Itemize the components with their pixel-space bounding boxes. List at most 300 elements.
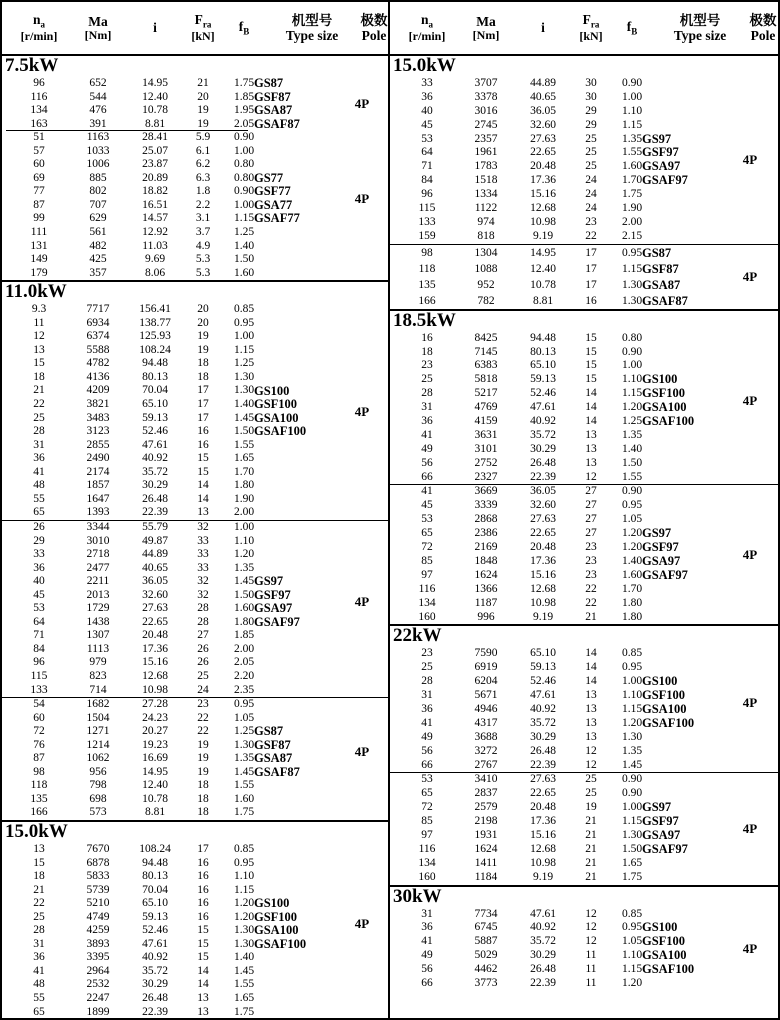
table-row [2, 698, 388, 712]
cell-i: 65.10 [142, 897, 168, 910]
cell-fra: 22 [585, 582, 597, 595]
cell-fra: 21 [585, 870, 597, 883]
cell-fra: 32 [197, 520, 209, 533]
na-symbol: n [420, 12, 429, 28]
cell-i: 9.19 [532, 870, 554, 883]
cell-fra: 30 [585, 77, 597, 89]
cell-fb: 1.60 [233, 266, 255, 279]
cell-fra: 19 [585, 801, 597, 814]
cell-fb: 1.10 [233, 534, 255, 547]
type-size-label: GSA100 [642, 948, 687, 963]
table-row [2, 118, 388, 132]
cell-fra: 12 [585, 758, 597, 771]
cell-fb: 1.20 [621, 401, 643, 414]
cell-na: 84 [421, 174, 433, 187]
cell-fra: 15 [585, 373, 597, 386]
cell-i: 12.40 [530, 262, 556, 275]
cell-fra: 5.3 [195, 266, 211, 279]
table-row [390, 569, 778, 583]
cell-fb: 1.30 [621, 294, 643, 307]
cell-fb: 1.15 [621, 262, 643, 275]
power-section [390, 885, 778, 991]
cell-fra: 32 [197, 588, 209, 601]
cell-fb: 2.20 [233, 669, 255, 682]
cell-fra: 24 [585, 202, 597, 215]
cell-fra: 17 [197, 398, 209, 411]
col-header-pole [360, 13, 388, 43]
cell-na: 65 [421, 787, 433, 800]
cell-na: 22 [33, 897, 45, 910]
cell-na: 115 [418, 202, 436, 215]
table-row [2, 992, 388, 1006]
cell-fra: 16 [197, 438, 209, 451]
cell-fb: 0.95 [233, 316, 255, 329]
fra-symbol: F [194, 12, 203, 28]
cell-i: 19.23 [142, 738, 168, 751]
cell-i: 15.16 [142, 656, 168, 669]
cell-fb: 2.35 [233, 683, 255, 696]
cell-fb: 1.65 [233, 992, 255, 1004]
cell-ma: 1366 [474, 582, 498, 595]
table-column-left [2, 2, 390, 1018]
cell-ma: 4259 [86, 924, 110, 937]
cell-fra: 4.9 [195, 239, 211, 252]
table-row [390, 829, 778, 843]
cell-i: 22.65 [530, 787, 556, 800]
cell-i: 27.63 [530, 513, 556, 526]
cell-na: 40 [421, 104, 433, 117]
table-row [390, 261, 778, 277]
cell-ma: 4136 [86, 370, 110, 383]
cell-fra: 5.9 [195, 131, 211, 144]
cell-ma: 1214 [86, 738, 110, 751]
cell-ma: 3773 [474, 976, 498, 989]
cell-na: 41 [421, 485, 433, 498]
cell-ma: 1187 [474, 596, 498, 609]
cell-na: 41 [33, 465, 45, 478]
cell-ma: 3707 [474, 77, 498, 89]
cell-i: 35.72 [142, 964, 168, 977]
cell-i: 22.65 [530, 527, 556, 540]
cell-ma: 3016 [474, 104, 498, 117]
table-header [390, 2, 778, 56]
cell-ma: 5818 [474, 373, 498, 386]
table-row [2, 317, 388, 331]
cell-i: 20.27 [142, 725, 168, 738]
cell-fb: 0.90 [621, 773, 643, 786]
motor-block [390, 332, 778, 485]
fra-symbol: F [582, 12, 591, 28]
fb-subscript: B [243, 26, 250, 37]
table-row [390, 230, 778, 244]
cell-fb: 1.55 [233, 978, 255, 991]
cell-ma: 2327 [474, 470, 498, 483]
cell-i: 65.10 [530, 359, 556, 372]
cell-na: 25 [33, 411, 45, 424]
cell-fb: 1.15 [233, 343, 255, 356]
cell-fra: 2.2 [195, 198, 211, 211]
cell-na: 21 [33, 384, 45, 397]
table-row [390, 921, 778, 935]
cell-i: 36.05 [142, 575, 168, 588]
cell-i: 36.05 [530, 485, 556, 498]
cell-na: 36 [33, 452, 45, 465]
cell-i: 94.48 [142, 856, 168, 869]
table-row [390, 293, 778, 309]
cell-na: 98 [33, 765, 45, 778]
col-header-na [10, 12, 68, 43]
table-row [2, 897, 388, 911]
pole-badge: 4P [742, 152, 758, 168]
cell-i: 26.48 [142, 492, 168, 505]
table-row [390, 202, 778, 216]
cell-na: 53 [421, 513, 433, 526]
cell-fra: 6.2 [195, 158, 211, 171]
cell-i: 32.60 [142, 588, 168, 601]
cell-na: 13 [33, 343, 45, 356]
cell-fra: 18 [197, 806, 209, 819]
cell-na: 116 [30, 90, 48, 103]
table-row [2, 384, 388, 398]
cell-fb: 1.30 [621, 278, 643, 291]
cell-fb: 2.05 [233, 656, 255, 669]
cell-fb: 1.20 [621, 541, 643, 554]
table-row [390, 527, 778, 541]
cell-fra: 21 [585, 856, 597, 869]
table-row [2, 466, 388, 480]
cell-ma: 573 [89, 806, 107, 819]
cell-ma: 698 [89, 792, 107, 805]
cell-fb: 1.75 [621, 188, 643, 201]
cell-ma: 1848 [474, 554, 498, 567]
cell-fra: 25 [197, 669, 209, 682]
cell-fb: 1.20 [233, 910, 255, 923]
cell-fra: 25 [585, 132, 597, 145]
cell-na: 85 [421, 554, 433, 567]
cell-fra: 22 [197, 711, 209, 724]
cell-fra: 15 [585, 359, 597, 372]
cell-na: 41 [421, 716, 433, 729]
cell-i: 22.39 [530, 758, 556, 771]
cell-fra: 16 [197, 870, 209, 883]
cell-fra: 24 [197, 683, 209, 696]
cell-fb: 1.40 [621, 442, 643, 455]
cell-i: 47.61 [530, 907, 556, 920]
cell-fb: 0.95 [621, 921, 643, 934]
cell-ma: 6204 [474, 675, 498, 688]
cell-na: 111 [30, 226, 48, 239]
type-size-label: GSAF97 [642, 173, 688, 188]
cell-fb: 1.30 [621, 730, 643, 743]
cell-fb: 1.50 [621, 456, 643, 469]
table-row [2, 535, 388, 549]
type-size-label: GS97 [642, 131, 672, 146]
table-row [390, 245, 778, 261]
cell-fb: 1.10 [621, 949, 643, 962]
motor-block [2, 697, 388, 820]
cell-fra: 14 [585, 647, 597, 660]
cell-fb: 1.00 [621, 801, 643, 814]
table-row [390, 160, 778, 174]
table-row [390, 661, 778, 675]
cell-i: 44.89 [142, 548, 168, 561]
cell-fra: 23 [585, 541, 597, 554]
cell-fb: 1.00 [621, 90, 643, 103]
table-row [390, 815, 778, 829]
cell-ma: 1624 [474, 568, 498, 581]
cell-na: 15 [33, 856, 45, 869]
power-section [2, 280, 388, 820]
type-size-list [254, 897, 306, 951]
type-size-label: GS100 [254, 896, 290, 911]
cell-fra: 16 [197, 856, 209, 869]
table-row [390, 105, 778, 119]
cell-na: 48 [33, 479, 45, 492]
cell-i: 12.40 [142, 779, 168, 792]
table-row [390, 675, 778, 689]
cell-fb: 1.35 [621, 132, 643, 145]
cell-fb: 1.55 [621, 470, 643, 483]
cell-na: 72 [421, 541, 433, 554]
cell-i: 40.92 [530, 415, 556, 428]
cell-i: 108.24 [139, 343, 171, 356]
table-row [390, 513, 778, 527]
cell-na: 28 [421, 387, 433, 400]
cell-i: 40.92 [142, 951, 168, 964]
cell-ma: 956 [89, 765, 107, 778]
cell-na: 134 [30, 104, 48, 117]
cell-i: 12.68 [530, 842, 556, 855]
cell-i: 27.63 [530, 773, 556, 786]
table-row [2, 479, 388, 493]
cell-ma: 3821 [86, 398, 110, 411]
cell-fb: 1.80 [233, 479, 255, 492]
cell-fb: 0.90 [233, 131, 255, 144]
cell-i: 80.13 [142, 870, 168, 883]
motor-block [2, 77, 388, 131]
cell-i: 59.13 [142, 910, 168, 923]
cell-ma: 885 [89, 171, 107, 184]
cell-fra: 13 [585, 702, 597, 715]
pole-badge: 4P [354, 744, 370, 760]
table-row [2, 452, 388, 466]
cell-fra: 20 [197, 90, 209, 103]
section-title: 11.0kW [5, 281, 67, 303]
type-size-list [642, 245, 688, 309]
cell-i: 47.61 [142, 438, 168, 451]
type-size-label: GS97 [642, 800, 672, 815]
i-symbol: i [541, 20, 545, 36]
section-title: 22kW [393, 625, 442, 647]
cell-fb: 1.15 [621, 387, 643, 400]
cell-ma: 2745 [474, 118, 498, 131]
cell-i: 35.72 [530, 935, 556, 948]
pole-label-cn: 极数 [749, 12, 777, 28]
cell-i: 20.89 [142, 171, 168, 184]
cell-fra: 26 [197, 656, 209, 669]
cell-fb: 1.45 [233, 575, 255, 588]
cell-fra: 17 [585, 262, 597, 275]
cell-i: 94.48 [530, 331, 556, 344]
cell-fb: 1.30 [233, 384, 255, 397]
cell-na: 160 [418, 870, 436, 883]
cell-fb: 1.00 [233, 198, 255, 211]
cell-i: 65.10 [530, 647, 556, 660]
pole-badge: 4P [354, 403, 370, 419]
cell-na: 71 [421, 160, 433, 173]
type-size-label: GSAF87 [254, 116, 300, 131]
table-row [2, 924, 388, 938]
type-size-label: GS87 [254, 724, 284, 739]
cell-ma: 1163 [86, 131, 110, 144]
cell-na: 28 [33, 924, 45, 937]
type-size-label: GSAF87 [254, 764, 300, 779]
cell-fb: 0.90 [621, 485, 643, 498]
type-size-label: GSAF100 [254, 936, 307, 951]
cell-na: 53 [33, 602, 45, 615]
cell-na: 66 [421, 976, 433, 989]
cell-i: 65.10 [142, 398, 168, 411]
fra-subscript: ra [590, 20, 600, 31]
cell-fb: 1.55 [233, 779, 255, 792]
cell-ma: 629 [89, 212, 107, 225]
cell-ma: 1334 [474, 188, 498, 201]
table-row [390, 499, 778, 513]
cell-fra: 15 [197, 465, 209, 478]
cell-na: 85 [421, 815, 433, 828]
cell-fb: 1.00 [621, 675, 643, 688]
cell-ma: 1411 [474, 856, 498, 869]
cell-fra: 22 [585, 596, 597, 609]
cell-ma: 1307 [86, 629, 110, 642]
motor-block [390, 908, 778, 991]
cell-ma: 6919 [474, 661, 498, 674]
cell-na: 134 [418, 856, 436, 869]
cell-ma: 7670 [86, 842, 110, 855]
cell-na: 41 [421, 935, 433, 948]
cell-ma: 2477 [86, 561, 110, 574]
cell-ma: 5029 [474, 949, 498, 962]
cell-i: 14.95 [530, 246, 556, 259]
cell-fb: 1.05 [621, 513, 643, 526]
cell-fra: 13 [585, 730, 597, 743]
cell-na: 18 [33, 370, 45, 383]
cell-ma: 707 [89, 198, 107, 211]
table-row [2, 185, 388, 199]
cell-i: 32.60 [530, 499, 556, 512]
cell-na: 33 [33, 548, 45, 561]
cell-fb: 1.00 [233, 520, 255, 533]
table-row [390, 133, 778, 147]
cell-fb: 1.30 [233, 924, 255, 937]
cell-fra: 15 [197, 951, 209, 964]
cell-i: 20.48 [142, 629, 168, 642]
type-size-label: GSAF97 [254, 614, 300, 629]
cell-fra: 15 [585, 331, 597, 344]
col-header-i [516, 20, 570, 35]
cell-fra: 27 [197, 629, 209, 642]
table-row [390, 963, 778, 977]
section-title: 18.5kW [393, 309, 456, 331]
cell-fra: 18 [197, 792, 209, 805]
table-row [2, 104, 388, 118]
table-row [2, 506, 388, 520]
cell-fb: 1.25 [233, 725, 255, 738]
table-row [2, 330, 388, 344]
cell-ma: 3410 [474, 773, 498, 786]
cell-na: 18 [421, 345, 433, 358]
table-row [2, 371, 388, 385]
type-size-label: GSAF100 [642, 414, 695, 429]
type-size-label: GSA100 [642, 701, 687, 716]
cell-fra: 5.3 [195, 253, 211, 266]
power-section [2, 820, 388, 1019]
type-size-label: GSF100 [642, 934, 686, 949]
cell-fra: 6.1 [195, 144, 211, 157]
cell-fra: 14 [585, 661, 597, 674]
cell-na: 12 [33, 330, 45, 343]
cell-i: 8.06 [144, 266, 166, 279]
cell-ma: 1504 [86, 711, 110, 724]
power-section [390, 309, 778, 625]
cell-ma: 6934 [86, 316, 110, 329]
cell-i: 30.29 [142, 978, 168, 991]
cell-ma: 5210 [86, 897, 110, 910]
section-title: 7.5kW [5, 55, 59, 76]
cell-fra: 12 [585, 921, 597, 934]
type-size-list [642, 801, 688, 857]
cell-fra: 33 [197, 548, 209, 561]
cell-i: 36.05 [530, 104, 556, 117]
type-size-list [254, 725, 300, 779]
cell-fb: 1.20 [233, 548, 255, 561]
cell-fb: 0.80 [233, 171, 255, 184]
type-size-label: GSA97 [642, 159, 681, 174]
cell-i: 10.78 [530, 278, 556, 291]
col-header-fb [224, 19, 264, 37]
table-row [390, 611, 778, 625]
table-row [2, 1006, 388, 1020]
motor-block [2, 303, 388, 520]
cell-i: 80.13 [142, 370, 168, 383]
cell-i: 10.98 [530, 596, 556, 609]
cell-i: 22.65 [530, 146, 556, 159]
pole-badge: 4P [742, 821, 758, 836]
cell-i: 26.48 [530, 456, 556, 469]
table-row [2, 303, 388, 317]
cell-fb: 1.15 [233, 212, 255, 225]
cell-i: 35.72 [530, 428, 556, 441]
table-row [390, 745, 778, 759]
cell-i: 15.16 [530, 568, 556, 581]
table-row [2, 779, 388, 793]
cell-ma: 714 [89, 683, 107, 696]
cell-fra: 17 [197, 411, 209, 424]
cell-fb: 0.80 [621, 331, 643, 344]
cell-na: 31 [421, 689, 433, 702]
cell-na: 9.3 [31, 303, 47, 316]
cell-fb: 1.45 [233, 964, 255, 977]
cell-na: 49 [421, 949, 433, 962]
cell-na: 97 [421, 828, 433, 841]
col-header-fra [570, 12, 612, 43]
cell-ma: 2579 [474, 801, 498, 814]
cell-i: 28.41 [142, 131, 168, 144]
cell-ma: 1304 [474, 246, 498, 259]
cell-ma: 3688 [474, 730, 498, 743]
cell-ma: 2490 [86, 452, 110, 465]
cell-fra: 29 [585, 118, 597, 131]
